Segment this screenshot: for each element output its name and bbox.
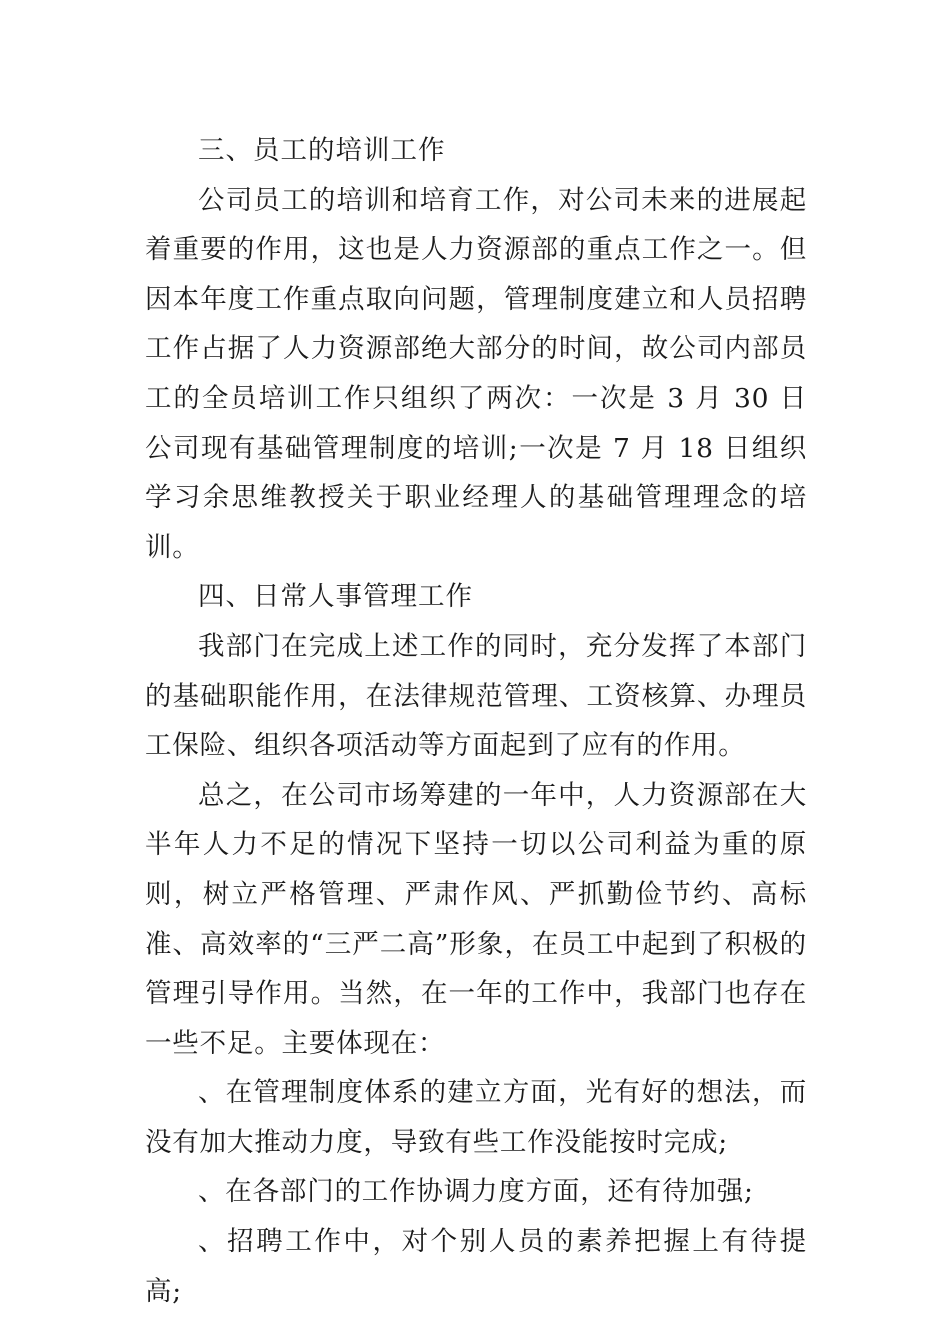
- document-body: [145, 126, 807, 1316]
- section-heading-daily-hr: 四、日常人事管理工作: [198, 581, 473, 613]
- paragraph-training: 公司员工的培训和培育工作，对公司未来的进展起着重要的作用，这也是人力资源部的重点工作之一。但因本年度工作重点取向问题，管理制度建立和人员招聘工作占据了人力资源部绝大部分的时间，故公司内部员工的全员培训工作只组织了两次：一次是 3 月 30 日公司现有基础管理制度的培训;一次是 7 月 18 日组织学习余思维教授关于职业经理人的基础管理理念的培训。: [145, 184, 807, 563]
- list-item-shortcoming-1: 、在管理制度体系的建立方面，光有好的想法，而没有加大推动力度，导致有些工作没能按时完成;: [145, 1077, 807, 1158]
- paragraph-daily-hr: 我部门在完成上述工作的同时，充分发挥了本部门的基础职能作用，在法律规范管理、工资核算、办理员工保险、组织各项活动等方面起到了应有的作用。: [145, 630, 807, 762]
- list-item-shortcoming-3: 、招聘工作中，对个别人员的素养把握上有待提高;: [145, 1226, 807, 1307]
- list-item-shortcoming-2: 、在各部门的工作协调力度方面，还有待加强;: [198, 1176, 754, 1208]
- paragraph-summary: 总之，在公司市场筹建的一年中，人力资源部在大半年人力不足的情况下坚持一切以公司利益为重的原则，树立严格管理、严肃作风、严抓勤俭节约、高标准、高效率的“三严二高”形象，在员工中起到了积极的管理引导作用。当然，在一年的工作中，我部门也存在一些不足。主要体现在：: [145, 779, 807, 1059]
- section-heading-training: 三、员工的培训工作: [198, 135, 446, 166]
